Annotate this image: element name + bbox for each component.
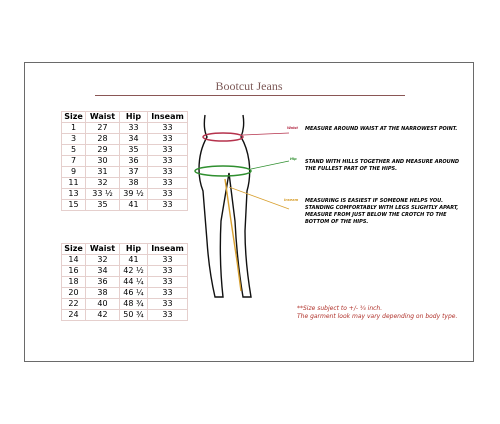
cell-hip: 36 <box>120 156 148 167</box>
cell-hip: 34 <box>120 134 148 145</box>
body-outline <box>199 115 251 297</box>
cell-inseam: 33 <box>148 134 188 145</box>
cell-waist: 33 ½ <box>86 189 120 200</box>
header-waist: Waist <box>86 244 120 255</box>
chart-title: Bootcut Jeans <box>215 79 283 93</box>
cell-inseam: 33 <box>148 156 188 167</box>
cell-waist: 27 <box>86 123 120 134</box>
cell-size: 3 <box>62 134 86 145</box>
cell-size: 24 <box>62 310 86 321</box>
table-row <box>62 189 188 200</box>
cell-hip: 33 <box>120 123 148 134</box>
table-row <box>62 134 188 145</box>
cell-size: 7 <box>62 156 86 167</box>
table-row <box>62 288 188 299</box>
table-row <box>62 145 188 156</box>
cell-waist: 36 <box>86 277 120 288</box>
cell-waist: 35 <box>86 200 120 211</box>
cell-hip: 46 ¼ <box>120 288 148 299</box>
cell-waist: 32 <box>86 178 120 189</box>
table-header-row <box>62 244 188 255</box>
table-row <box>62 277 188 288</box>
cell-hip: 48 ¾ <box>120 299 148 310</box>
cell-waist: 34 <box>86 266 120 277</box>
table-row <box>62 299 188 310</box>
size-footnote <box>297 305 457 321</box>
waist-pointer-line <box>243 133 289 135</box>
cell-size: 16 <box>62 266 86 277</box>
table-row <box>62 178 188 189</box>
hip-label: Hip <box>290 157 297 161</box>
table-row <box>62 167 188 178</box>
waist-instruction: MEASURE AROUND WAIST AT THE NARROWEST POINT. <box>305 126 458 132</box>
title-divider <box>95 95 405 96</box>
cell-inseam: 33 <box>148 255 188 266</box>
hip-instruction-line-2: THE FULLEST PART OF THE HIPS. <box>305 166 397 172</box>
cell-hip: 42 ½ <box>120 266 148 277</box>
cell-inseam: 33 <box>148 189 188 200</box>
cell-size: 18 <box>62 277 86 288</box>
cell-size: 14 <box>62 255 86 266</box>
cell-inseam: 33 <box>148 288 188 299</box>
cell-inseam: 33 <box>148 145 188 156</box>
header-size: Size <box>62 244 86 255</box>
cell-size: 1 <box>62 123 86 134</box>
cell-hip: 50 ¾ <box>120 310 148 321</box>
table-row <box>62 156 188 167</box>
cell-size: 13 <box>62 189 86 200</box>
cell-waist: 40 <box>86 299 120 310</box>
cell-hip: 41 <box>120 200 148 211</box>
inseam-label: Inseam <box>284 198 299 202</box>
table-row <box>62 266 188 277</box>
inseam-instruction-line-3: MEASURE FROM JUST BELOW THE CROTCH TO THE <box>305 212 447 218</box>
hip-pointer-line <box>251 161 289 169</box>
cell-waist: 31 <box>86 167 120 178</box>
cell-hip: 38 <box>120 178 148 189</box>
size-chart-card <box>24 62 474 362</box>
cell-inseam: 33 <box>148 266 188 277</box>
inseam-measure-line <box>225 179 241 291</box>
size-table-regular <box>61 111 188 211</box>
cell-waist: 28 <box>86 134 120 145</box>
cell-waist: 32 <box>86 255 120 266</box>
footnote-line-2: The garment look may vary depending on body type. <box>297 313 458 320</box>
body-figure-illustration <box>185 111 305 311</box>
cell-size: 11 <box>62 178 86 189</box>
cell-hip: 37 <box>120 167 148 178</box>
cell-hip: 35 <box>120 145 148 156</box>
size-table-plus <box>61 243 188 321</box>
cell-waist: 30 <box>86 156 120 167</box>
header-hip: Hip <box>120 112 148 123</box>
cell-inseam: 33 <box>148 310 188 321</box>
cell-waist: 42 <box>86 310 120 321</box>
cell-size: 15 <box>62 200 86 211</box>
inseam-pointer-line <box>229 187 289 209</box>
header-inseam: Inseam <box>148 244 188 255</box>
table-row <box>62 255 188 266</box>
cell-waist: 29 <box>86 145 120 156</box>
cell-hip: 44 ¼ <box>120 277 148 288</box>
table-header-row <box>62 112 188 123</box>
table-row <box>62 310 188 321</box>
header-size: Size <box>62 112 86 123</box>
table-row <box>62 200 188 211</box>
table-row <box>62 123 188 134</box>
cell-inseam: 33 <box>148 299 188 310</box>
header-inseam: Inseam <box>148 112 188 123</box>
header-hip: Hip <box>120 244 148 255</box>
cell-inseam: 33 <box>148 277 188 288</box>
header-waist: Waist <box>86 112 120 123</box>
waist-label: Waist <box>287 126 298 130</box>
footnote-line-1: **Size subject to +/- ¾ inch. <box>297 305 383 312</box>
cell-waist: 38 <box>86 288 120 299</box>
cell-inseam: 33 <box>148 200 188 211</box>
inseam-instruction-line-1: MEASURING IS EASIEST IF SOMEONE HELPS YOU. <box>305 198 444 204</box>
cell-inseam: 33 <box>148 178 188 189</box>
cell-size: 22 <box>62 299 86 310</box>
cell-size: 9 <box>62 167 86 178</box>
cell-hip: 39 ½ <box>120 189 148 200</box>
inseam-instruction-line-4: BOTTOM OF THE HIPS. <box>305 219 369 225</box>
cell-size: 5 <box>62 145 86 156</box>
waist-measure-ring <box>203 133 243 141</box>
inseam-instruction-line-2: STANDING COMFORTABLY WITH LEGS SLIGHTLY APART, <box>305 205 459 211</box>
cell-inseam: 33 <box>148 167 188 178</box>
hip-measure-ring <box>195 166 251 176</box>
cell-size: 20 <box>62 288 86 299</box>
cell-hip: 41 <box>120 255 148 266</box>
hip-instruction-line-1: STAND WITH HILLS TOGETHER AND MEASURE AROUND <box>305 159 460 165</box>
cell-inseam: 33 <box>148 123 188 134</box>
